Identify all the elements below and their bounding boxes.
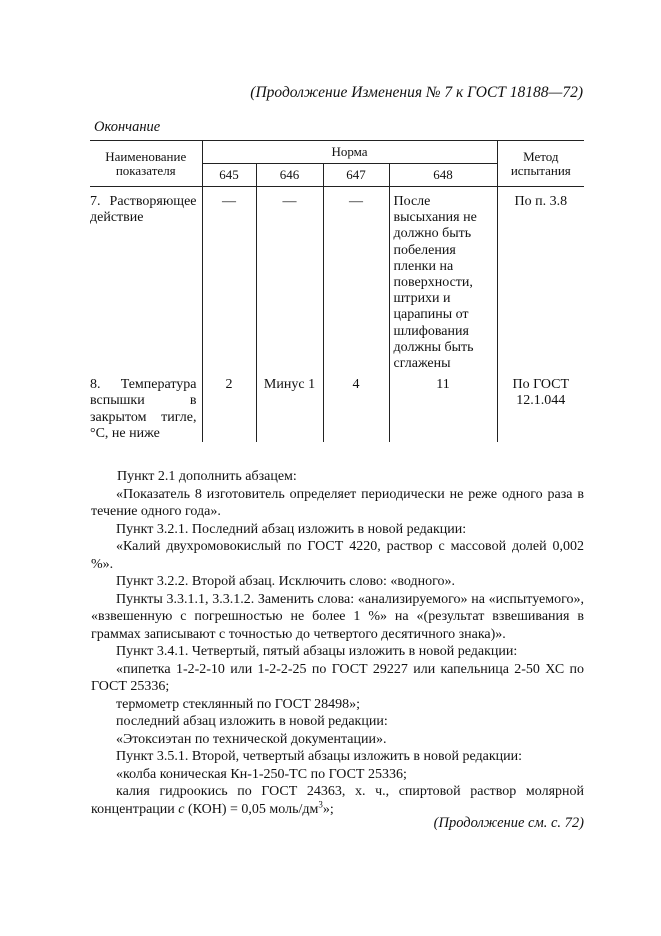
col-header-method: Метод испытания (497, 141, 584, 187)
section-label: Окончание (94, 119, 161, 135)
paragraph-text: (КОН) = 0,05 моль/дм (184, 801, 319, 817)
row-name: 7. Растворяющее действие (90, 187, 202, 373)
paragraph: термометр стеклянный по ГОСТ 28498»; (116, 696, 361, 712)
paragraph: Пункт 3.5.1. Второй, четвертый абзацы изложить в новой редакции: (116, 749, 522, 764)
paragraph: Пункт 3.4.1. Четвертый, пятый абзацы изложить в новой редакции: (116, 644, 518, 659)
row-value-645: 2 (202, 372, 256, 442)
col-header-norm: Норма (202, 141, 497, 164)
superscript: 3 (318, 798, 323, 809)
paragraph-text: калия гидроокись по ГОСТ 24363, х. ч., спиртовой раствор молярной концентрации (91, 784, 584, 817)
subcol-645: 645 (202, 164, 256, 187)
paragraph: «пипетка 1-2-2-10 или 1-2-2-25 по ГОСТ 29227 или капельница 2-50 ХС по ГОСТ 25336; (91, 661, 584, 694)
continuation-footer: (Продолжение см. с. 72) (433, 815, 584, 831)
paragraph: Пункты 3.3.1.1, 3.3.1.2. Заменить слова: «анализируемого» на «испытуемого», «взвешенную с погрешностью не более 1 %» на «(результат взвешивания в граммах записывают с точностью до четвертого десятичного знака)». (91, 591, 584, 642)
paragraph: «Показатель 8 изготовитель определяет периодически не реже одного раза в течение одного года». (91, 486, 584, 519)
subcol-646: 646 (256, 164, 323, 187)
row-method: По ГОСТ 12.1.044 (497, 372, 584, 442)
row-method: По п. 3.8 (497, 187, 584, 373)
row-name: 8. Температура вспышки в закрытом тигле, °С, не ниже (90, 372, 202, 442)
subcol-647: 647 (323, 164, 389, 187)
table-row (90, 187, 584, 373)
formula-variable: с (178, 801, 185, 817)
paragraph: «колба коническая Кн-1-250-ТС по ГОСТ 25336; (116, 766, 407, 782)
paragraph-text: »; (322, 801, 334, 817)
paragraph: «Калий двухромовокислый по ГОСТ 4220, раствор с массовой долей 0,002 %». (91, 539, 584, 572)
row-value-646: — (256, 187, 323, 373)
norms-table (90, 140, 584, 442)
paragraph: «Этоксиэтан по технической документации». (116, 731, 387, 747)
amendment-text (91, 468, 584, 818)
col-header-name: Наименование показателя (90, 141, 202, 187)
paragraph (91, 783, 584, 818)
row-value-648: После высыхания не должно быть побеления пленки на поверхности, штрихи и царапины от шлифования должны быть сглажены (389, 187, 497, 373)
row-value-647: — (323, 187, 389, 373)
paragraph: Пункт 3.2.2. Второй абзац. Исключить слово: «водного». (116, 574, 455, 589)
paragraph: Пункт 2.1 дополнить абзацем: (117, 469, 297, 484)
table-row (90, 372, 584, 442)
row-value-648: 11 (389, 372, 497, 442)
paragraph: Пункт 3.2.1. Последний абзац изложить в новой редакции: (116, 521, 467, 537)
row-value-647: 4 (323, 372, 389, 442)
row-value-645: — (202, 187, 256, 373)
continuation-header: (Продолжение Изменения № 7 к ГОСТ 18188—72) (250, 84, 583, 101)
row-value-646: Минус 1 (256, 372, 323, 442)
subcol-648: 648 (389, 164, 497, 187)
paragraph: последний абзац изложить в новой редакции: (116, 714, 388, 729)
